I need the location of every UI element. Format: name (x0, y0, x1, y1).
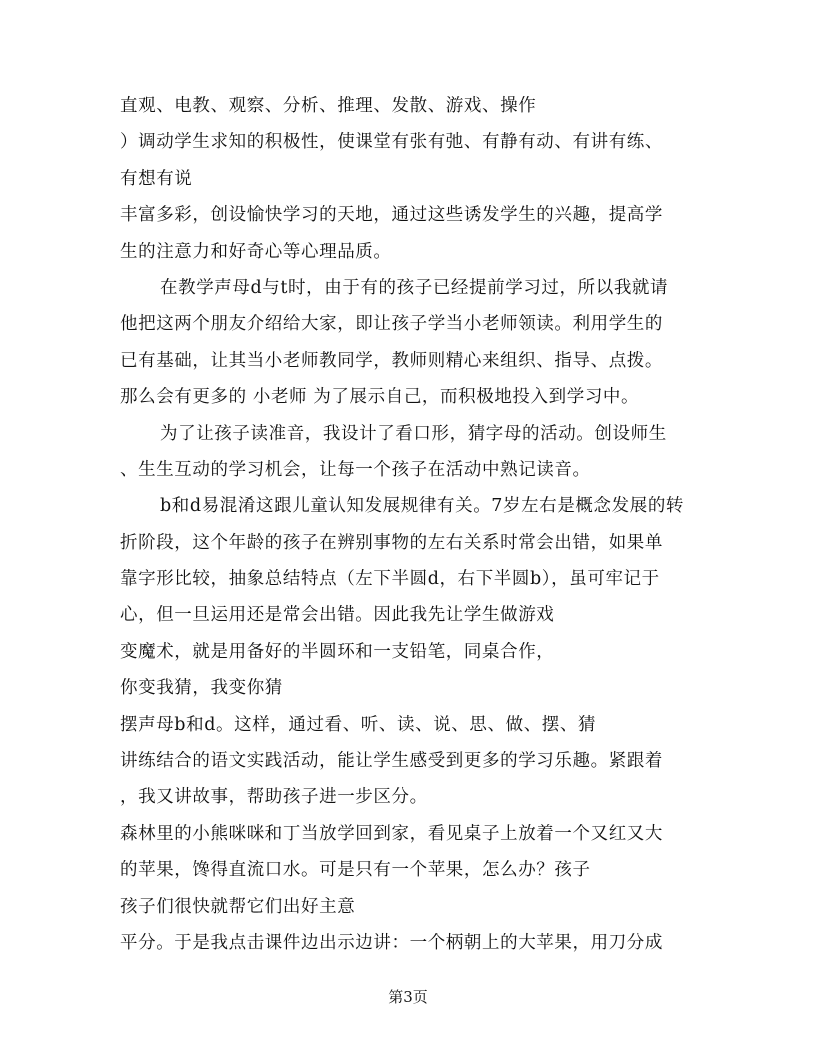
text-line: 平分。于是我点击课件边出示边讲：一个柄朝上的大苹果，用刀分成 (120, 932, 663, 953)
text-line: 、生生互动的学习机会，让每一个孩子在活动中熟记读音。 (120, 459, 591, 480)
text-line: 直观、电教、观察、分析、推理、发散、游戏、操作 (120, 96, 537, 116)
text-line: 有想有说 (120, 168, 193, 189)
text-line: 为了让孩子读准音，我设计了看口形，猜字母的活动。创设师生 (160, 423, 667, 444)
text-line: ，我又讲故事，帮助孩子进一步区分。 (120, 787, 428, 808)
text-line: 那么会有更多的 小老师 为了展示自己，而积极地投入到学习中。 (120, 387, 640, 408)
text-line: 的苹果，馋得直流口水。可是只有一个苹果，怎么办？孩子 (120, 860, 591, 881)
text-line: 变魔术，就是用备好的半圆环和一支铅笔，同桌合作， (120, 641, 555, 662)
text-line: 心，但一旦运用还是常会出错。因此我先让学生做游戏 (120, 605, 555, 626)
text-line: 孩子们很快就帮它们出好主意 (120, 896, 356, 917)
text-line: 森林里的小熊咪咪和丁当放学回到家，看见桌子上放着一个又红又大 (120, 823, 663, 844)
text-line: 在教学声母d与t时，由于有的孩子已经提前学习过，所以我就请 (160, 277, 669, 298)
text-line: 摆声母b和d。这样，通过看、听、读、说、思、做、摆、猜 (120, 714, 597, 735)
text-line: 生的注意力和好奇心等心理品质。 (120, 241, 392, 262)
document-body (120, 88, 700, 961)
text-line: b和d易混淆这跟儿童认知发展规律有关。7岁左右是概念发展的转 (160, 496, 685, 517)
text-line: 靠字形比较，抽象总结特点（左下半圆d，右下半圆b），虽可牢记于 (120, 569, 660, 590)
text-line: ）调动学生求知的积极性，使课堂有张有弛、有静有动、有讲有练、 (120, 132, 663, 153)
text-line: 他把这两个朋友介绍给大家，即让孩子学当小老师领读。利用学生的 (120, 314, 663, 335)
page-number: 第3页 (388, 988, 428, 1006)
text-line: 讲练结合的语文实践活动，能让学生感受到更多的学习乐趣。紧跟着 (120, 751, 663, 772)
text-line: 已有基础，让其当小老师教同学，教师则精心来组织、指导、点拨。 (120, 350, 663, 371)
text-line: 你变我猜，我变你猜 (120, 678, 283, 699)
text-line: 丰富多彩，创设愉快学习的天地，通过这些诱发学生的兴趣，提高学 (120, 205, 663, 226)
text-line: 折阶段，这个年龄的孩子在辨别事物的左右关系时常会出错，如果单 (120, 532, 663, 553)
